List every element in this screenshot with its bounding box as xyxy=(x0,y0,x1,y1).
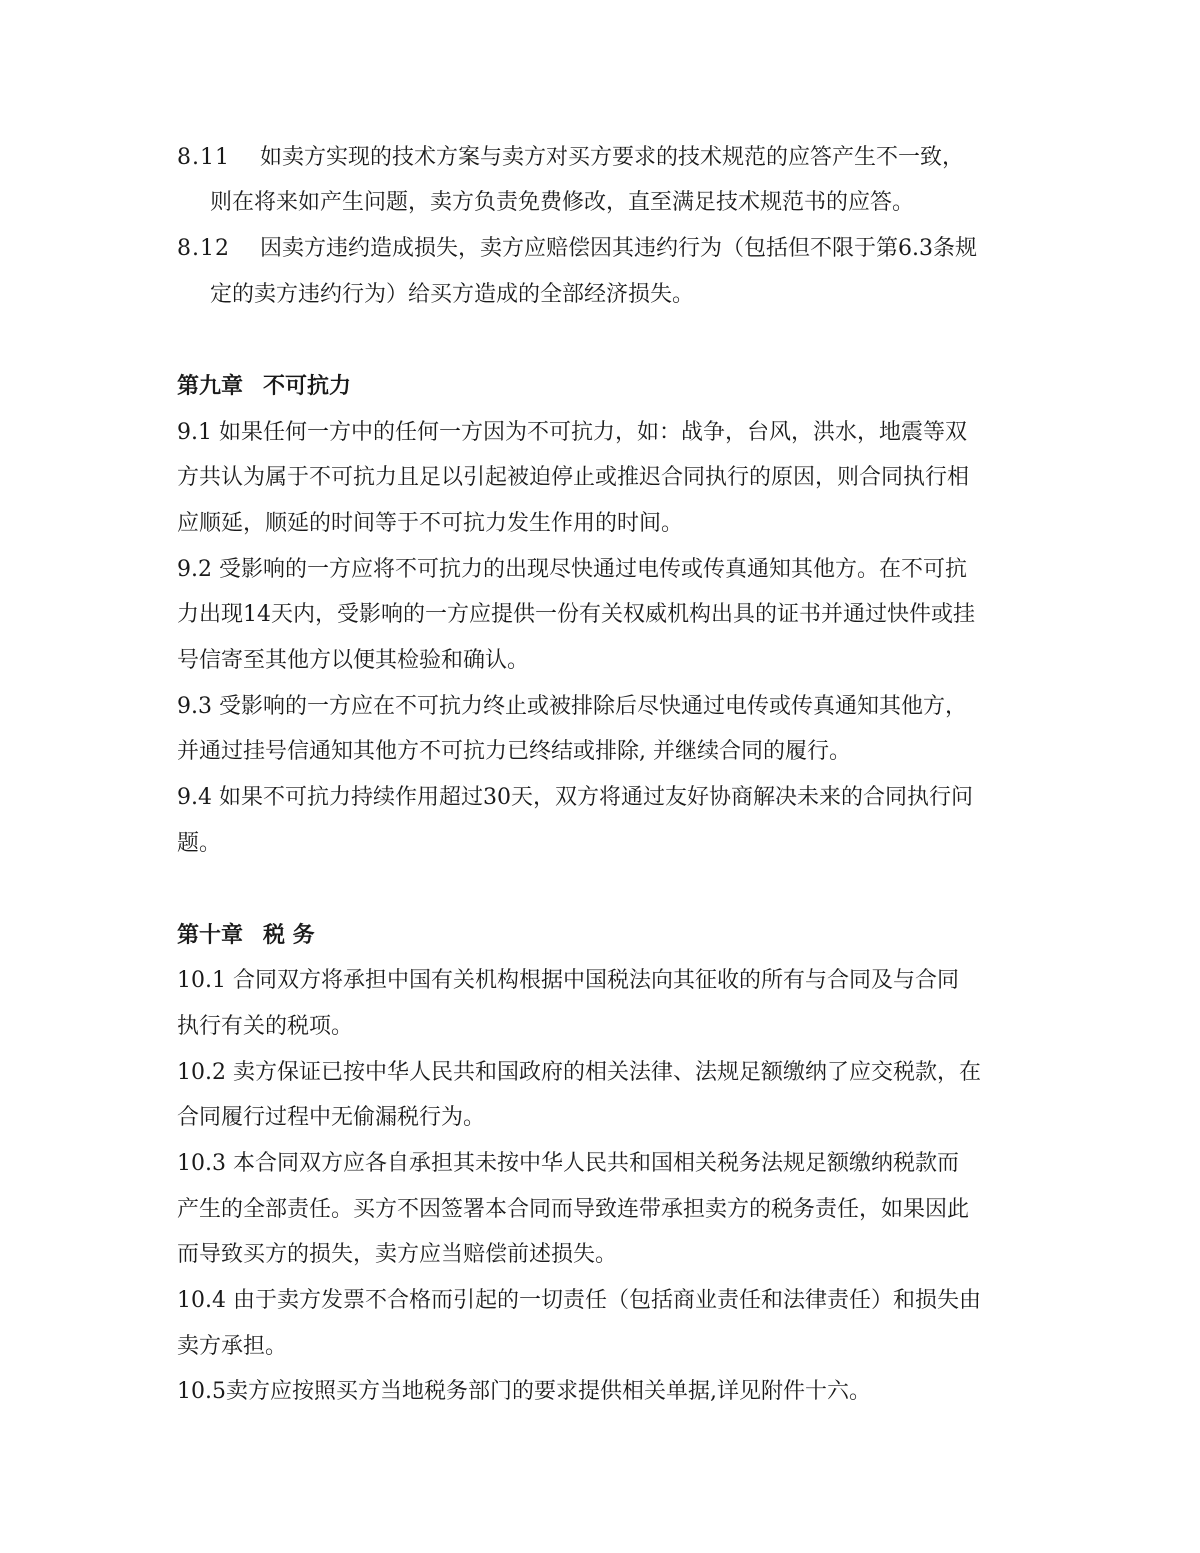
chapter-title: 不可抗力 xyxy=(263,374,352,399)
clause-text: 合同履行过程中无偷漏税行为。 xyxy=(177,1105,486,1130)
clause-text: 产生的全部责任。买方不因签署本合同而导致连带承担卖方的税务责任，如果因此 xyxy=(177,1197,970,1222)
chapter-label: 第十章 xyxy=(177,923,244,948)
clause-number: 8.11 xyxy=(177,145,230,170)
clause-text: 并通过挂号信通知其他方不可抗力已终结或排除, 并继续合同的履行。 xyxy=(177,739,851,764)
chapter-9-heading xyxy=(177,372,351,402)
chapter-title: 税 务 xyxy=(263,923,315,948)
clause-text: 10.4 由于卖方发票不合格而引起的一切责任（包括商业责任和法律责任）和损失由 xyxy=(177,1288,981,1313)
clause-text: 9.4 如果不可抗力持续作用超过30天，双方将通过友好协商解决未来的合同执行问 xyxy=(177,785,973,810)
clause-text: 题。 xyxy=(177,831,222,856)
clause-text: 9.3 受影响的一方应在不可抗力终止或被排除后尽快通过电传或传真通知其他方， xyxy=(177,694,967,719)
clause-text: 方共认为属于不可抗力且足以引起被迫停止或推迟合同执行的原因，则合同执行相 xyxy=(177,465,970,490)
clause-text: 力出现14天内，受影响的一方应提供一份有关权威机构出具的证书并通过快件或挂 xyxy=(177,602,975,627)
chapter-label: 第九章 xyxy=(177,374,244,399)
clause-text: 10.5卖方应按照买方当地税务部门的要求提供相关单据,详见附件十六。 xyxy=(177,1379,871,1404)
clause-number: 8.12 xyxy=(177,236,230,261)
clause-text: 9.1 如果任何一方中的任何一方因为不可抗力，如：战争，台风，洪水，地震等双 xyxy=(177,420,967,445)
clause-text: 而导致买方的损失，卖方应当赔偿前述损失。 xyxy=(177,1242,618,1267)
clause-text: 定的卖方违约行为）给买方造成的全部经济损失。 xyxy=(210,282,695,307)
clause-text: 10.2 卖方保证已按中华人民共和国政府的相关法律、法规足额缴纳了应交税款，在 xyxy=(177,1060,981,1085)
clause-text: 执行有关的税项。 xyxy=(177,1014,354,1039)
clause-text: 卖方承担。 xyxy=(177,1334,288,1359)
clause-text: 应顺延，顺延的时间等于不可抗力发生作用的时间。 xyxy=(177,511,684,536)
chapter-10-heading xyxy=(177,921,315,951)
clause-text: 则在将来如产生问题，卖方负责免费修改，直至满足技术规范书的应答。 xyxy=(210,190,915,215)
clause-text: 10.3 本合同双方应各自承担其未按中华人民共和国相关税务法规足额缴纳税款而 xyxy=(177,1151,959,1176)
clause-text: 如卖方实现的技术方案与卖方对买方要求的技术规范的应答产生不一致， xyxy=(260,145,965,170)
clause-text: 10.1 合同双方将承担中国有关机构根据中国税法向其征收的所有与合同及与合同 xyxy=(177,968,959,993)
clause-text: 因卖方违约造成损失，卖方应赔偿因其违约行为（包括但不限于第6.3条规 xyxy=(260,236,977,261)
clause-text: 号信寄至其他方以便其检验和确认。 xyxy=(177,648,530,673)
clause-text: 9.2 受影响的一方应将不可抗力的出现尽快通过电传或传真通知其他方。在不可抗 xyxy=(177,557,967,582)
